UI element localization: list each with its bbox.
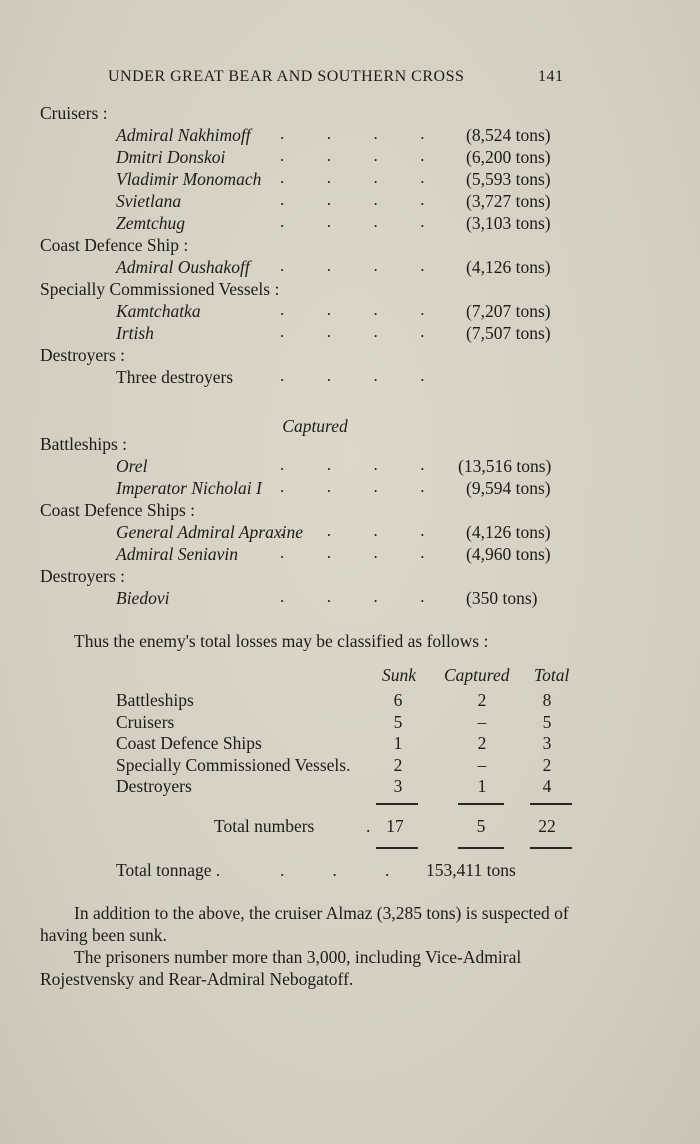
- summary-row-sunk: 1: [393, 733, 403, 753]
- sunk-category: Cruisers :: [40, 103, 108, 123]
- sunk-ship-name: Svietlana: [116, 191, 182, 211]
- sunk-leader-dots: . . . .: [280, 146, 425, 165]
- closing-paragraph-1: [40, 902, 580, 946]
- sunk-ship-name: Admiral Oushakoff: [116, 257, 250, 277]
- captured-ship-tonnage: (4,960 tons): [466, 544, 551, 564]
- captured-category: Destroyers :: [40, 566, 126, 586]
- tonnage-leader-dots: . . .: [280, 860, 390, 880]
- summary-row-captured: –: [477, 711, 487, 732]
- totals-total: 22: [538, 816, 556, 836]
- sunk-leader-dots: . . . .: [280, 366, 425, 385]
- summary-row-captured: 1: [477, 776, 487, 796]
- captured-leader-dots: . . . .: [280, 455, 425, 474]
- captured-leader-dots: . . . .: [280, 477, 425, 496]
- closing-paragraph-2: [40, 946, 580, 990]
- captured-ship-name: General Admiral Apraxine: [116, 522, 303, 542]
- sunk-ship-tonnage: (5,593 tons): [466, 169, 551, 189]
- summary-intro: Thus the enemy's total losses may be classified as follows :: [74, 631, 489, 651]
- rule-total: [530, 803, 572, 805]
- summary-row-total: 8: [542, 690, 552, 710]
- captured-leader-dots: . . . .: [280, 521, 425, 540]
- col-header-total: Total: [534, 665, 570, 685]
- sunk-ship-tonnage: (3,103 tons): [466, 213, 551, 233]
- captured-leader-dots: . . . .: [280, 543, 425, 562]
- summary-row-label: Coast Defence Ships: [116, 733, 262, 753]
- captured-ship-tonnage: (13,516 tons): [458, 456, 552, 476]
- page-number: 141: [538, 68, 564, 85]
- captured-heading: Captured: [282, 416, 348, 436]
- sunk-ship-name: Kamtchatka: [116, 301, 201, 321]
- summary-row-sunk: 6: [393, 690, 403, 710]
- sunk-ship-name: Admiral Nakhimoff: [116, 125, 251, 145]
- captured-ship-name: Admiral Seniavin: [116, 544, 238, 564]
- captured-category: Coast Defence Ships :: [40, 500, 196, 520]
- sunk-ship-tonnage: (3,727 tons): [466, 191, 551, 211]
- col-header-sunk: Sunk: [382, 665, 417, 685]
- col-header-captured: Captured: [444, 665, 510, 685]
- summary-row-label: Battleships: [116, 690, 194, 710]
- summary-row-total: 2: [542, 754, 552, 775]
- rule-captured: [458, 803, 504, 805]
- sunk-ship-name: Dmitri Donskoi: [116, 147, 226, 167]
- rule-sunk: [376, 803, 418, 805]
- sunk-ship-name: Vladimir Monomach: [116, 169, 262, 189]
- sunk-ship-tonnage: (4,126 tons): [466, 257, 551, 277]
- sunk-leader-dots: . . . .: [280, 190, 425, 209]
- tonnage-value: 153,411 tons: [426, 860, 516, 880]
- sunk-category: Destroyers :: [40, 345, 126, 365]
- totals-sunk: 17: [386, 816, 404, 836]
- sunk-leader-dots: . . . .: [280, 124, 425, 143]
- sunk-ship-tonnage: (8,524 tons): [466, 125, 551, 145]
- closing-text-1: In addition to the above, the cruiser Almaz (3,285 tons) is suspected of having been sunk.: [40, 903, 569, 945]
- totals-label: Total numbers: [214, 816, 315, 836]
- sunk-leader-dots: . . . .: [280, 168, 425, 187]
- captured-ship-tonnage: (9,594 tons): [466, 478, 551, 498]
- captured-ship-name: Biedovi: [116, 588, 170, 608]
- sunk-ship-name: Zemtchug: [116, 213, 186, 233]
- captured-ship-name: Imperator Nicholai I: [116, 478, 262, 498]
- captured-leader-dots: . . . .: [280, 587, 425, 606]
- running-header: UNDER GREAT BEAR AND SOUTHERN CROSS: [108, 68, 465, 85]
- sunk-leader-dots: . . . .: [280, 256, 425, 275]
- summary-row-total: 5: [542, 711, 552, 732]
- sunk-category: Specially Commissioned Vessels :: [40, 279, 280, 299]
- sunk-ship-tonnage: (7,507 tons): [466, 323, 551, 343]
- summary-row-total: 4: [542, 776, 552, 796]
- sunk-ship-tonnage: (6,200 tons): [466, 147, 551, 167]
- rule2-total: [530, 847, 572, 849]
- rule2-captured: [458, 847, 504, 849]
- summary-row-captured: 2: [477, 733, 487, 753]
- sunk-category: Coast Defence Ship :: [40, 235, 189, 255]
- summary-row-sunk: 5: [393, 711, 403, 732]
- summary-row-sunk: 2: [393, 754, 403, 775]
- captured-ship-tonnage: (4,126 tons): [466, 522, 551, 542]
- rule2-sunk: [376, 847, 418, 849]
- summary-row-sunk: 3: [393, 776, 403, 796]
- sunk-ship-name: Three destroyers: [116, 367, 234, 387]
- sunk-leader-dots: . . . .: [280, 212, 425, 231]
- summary-row-label: Cruisers: [116, 711, 175, 732]
- summary-row-total: 3: [542, 733, 552, 753]
- captured-category: Battleships :: [40, 434, 128, 454]
- closing-text-2: The prisoners number more than 3,000, including Vice-Admiral Rojestvensky and Rear-Admiral Nebogatoff.: [40, 947, 522, 989]
- summary-row-captured: –: [477, 754, 487, 775]
- tonnage-label: Total tonnage .: [116, 860, 221, 880]
- sunk-leader-dots: . . . .: [280, 300, 425, 319]
- summary-row-label: Destroyers: [116, 776, 192, 796]
- totals-dot: .: [366, 816, 371, 836]
- totals-captured: 5: [476, 816, 486, 836]
- sunk-ship-tonnage: (7,207 tons): [466, 301, 551, 321]
- captured-ship-tonnage: (350 tons): [466, 588, 538, 608]
- sunk-leader-dots: . . . .: [280, 322, 425, 341]
- summary-row-captured: 2: [477, 690, 487, 710]
- sunk-ship-name: Irtish: [116, 323, 154, 343]
- captured-ship-name: Orel: [116, 456, 148, 476]
- summary-row-label: Specially Commissioned Vessels.: [116, 754, 351, 775]
